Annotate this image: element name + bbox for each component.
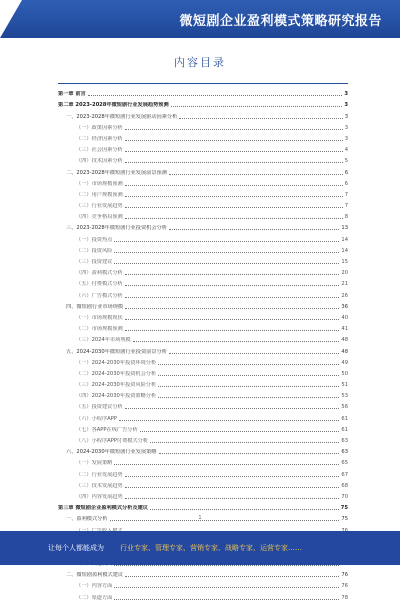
toc-entry-label: （四）内容发展趋势 — [76, 493, 123, 500]
toc-entry[interactable] — [58, 187, 348, 198]
toc-dot-leader — [125, 296, 340, 298]
toc-entry-page: 75 — [340, 505, 348, 512]
toc-entry[interactable] — [58, 265, 348, 276]
toc-entry-page: 21 — [341, 281, 348, 288]
toc-dot-leader — [125, 307, 339, 309]
toc-entry-label: 四、微短剧行业市场规模 — [66, 303, 124, 310]
toc-entry-page: 5 — [344, 158, 348, 165]
toc-entry-page: 4 — [344, 147, 348, 154]
toc-dot-leader — [158, 385, 339, 387]
toc-entry-label: （四）2024-2030年投资策略分析 — [76, 393, 157, 400]
toc-entry[interactable] — [58, 142, 348, 153]
toc-entry-label: （四）技术因素分析 — [76, 158, 123, 165]
toc-entry-label: （三）2024-2030年投资风险分析 — [76, 382, 157, 389]
toc-entry-label: （二）行业发展趋势 — [76, 471, 123, 478]
toc-top-rule — [58, 83, 348, 84]
toc-entry-page: 61 — [341, 415, 348, 422]
toc-dot-leader — [125, 497, 340, 499]
toc-dot-leader — [125, 273, 340, 275]
toc-dot-leader — [169, 228, 339, 230]
toc-entry[interactable] — [58, 489, 348, 500]
toc-dot-leader — [169, 173, 343, 175]
toc-dot-leader — [119, 419, 339, 421]
toc-entry[interactable] — [58, 108, 348, 119]
toc-entry-label: 第一章 前言 — [58, 91, 86, 98]
toc-entry-page: 41 — [341, 326, 348, 333]
toc-entry[interactable] — [58, 310, 348, 321]
toc-dot-leader — [125, 575, 339, 577]
toc-dot-leader — [150, 441, 339, 443]
toc-entry-page: 76 — [341, 572, 348, 579]
toc-entry-label: （一）2024-2030年投资环境分析 — [76, 359, 157, 366]
toc-entry[interactable] — [58, 176, 348, 187]
toc-entry-page: 50 — [341, 370, 348, 377]
toc-dot-leader — [114, 251, 339, 253]
toc-entry-page: 36 — [341, 303, 348, 310]
toc-entry-page: 63 — [341, 449, 348, 456]
toc-entry[interactable] — [58, 120, 348, 131]
toc-dot-leader — [125, 318, 340, 320]
toc-dot-leader — [125, 206, 343, 208]
toc-entry[interactable] — [58, 321, 348, 332]
toc-entry-label: 五、2024-2030年微短剧行业投资前景分析 — [66, 348, 167, 355]
toc-entry-label: （一）发展策略 — [76, 460, 113, 467]
toc-dot-leader — [125, 217, 343, 219]
toc-entry-label: （五）投资建议分析 — [76, 404, 123, 411]
toc-entry[interactable] — [58, 589, 348, 600]
toc-entry-label: （一）政策因素分析 — [76, 124, 123, 131]
toc-dot-leader — [125, 150, 343, 152]
toc-dot-leader — [158, 396, 339, 398]
toc-entry-label: （五）付费模式分析 — [76, 281, 123, 288]
toc-entry-label: （八）小程序APP付费模式分析 — [76, 438, 149, 444]
footer-slogan-lead: 让每个人都能成为 — [48, 544, 104, 552]
toc-entry-label: 一、盈利模式分析 — [66, 516, 108, 523]
toc-dot-leader — [125, 329, 340, 331]
toc-entry-page: 68 — [341, 482, 348, 489]
toc-dot-leader — [125, 486, 340, 488]
toc-entry-label: （三）行业发展趋势 — [76, 203, 123, 210]
toc-dot-leader — [169, 352, 339, 354]
toc-entry-page: 56 — [341, 404, 348, 411]
toc-entry-label: （四）盈利模式分析 — [76, 270, 123, 277]
toc-entry-label: 第三章 微短剧企业盈利模式分析及建议 — [58, 505, 148, 512]
toc-entry-label: （二）用户规模预测 — [76, 191, 123, 198]
toc-entry-page: 3 — [344, 102, 348, 109]
header-corner-shape — [0, 0, 22, 38]
toc-entry[interactable] — [58, 422, 348, 433]
toc-entry-page: 48 — [341, 337, 348, 344]
toc-dot-leader — [159, 452, 340, 454]
toc-entry-label: 一、2023-2028年微短剧行业发展驱动因素分析 — [66, 113, 178, 120]
toc-dot-leader — [125, 128, 343, 130]
toc-entry-page: 63 — [341, 438, 348, 444]
toc-entry[interactable] — [58, 466, 348, 477]
toc-dot-leader — [140, 430, 340, 432]
toc-entry[interactable] — [58, 444, 348, 455]
toc-entry-page: 3 — [344, 91, 348, 98]
toc-entry-page: 76 — [341, 583, 348, 590]
toc-entry[interactable] — [58, 343, 348, 354]
toc-entry[interactable] — [58, 433, 348, 444]
toc-entry-page: 3 — [344, 124, 348, 131]
toc-entry-page: 3 — [344, 135, 348, 142]
toc-heading: 内容目录 — [174, 56, 226, 69]
toc-entry[interactable] — [58, 578, 348, 589]
toc-entry-page: 65 — [341, 460, 348, 467]
toc-entry-label: （二）市场规模预测 — [76, 326, 123, 333]
page-number: 1 — [198, 515, 202, 521]
toc-dot-leader — [158, 374, 339, 376]
toc-dot-leader — [158, 363, 339, 365]
toc-entry-page: 13 — [341, 225, 348, 232]
toc-entry[interactable] — [58, 243, 348, 254]
footer-bar — [0, 531, 400, 565]
report-title: 微短剧企业盈利模式策略研究报告 — [179, 14, 382, 29]
toc-entry[interactable] — [58, 131, 348, 142]
toc-entry-page: 6 — [344, 180, 348, 187]
toc-entry-page: 15 — [341, 259, 348, 265]
toc-entry[interactable] — [58, 164, 348, 175]
toc-entry-label: 三、2023-2028年微短剧行业投资机会分析 — [66, 225, 167, 232]
toc-dot-leader — [125, 407, 340, 409]
toc-entry[interactable] — [58, 567, 348, 578]
toc-dot-leader — [114, 240, 339, 242]
toc-entry-label: （三）2024年市场规模 — [76, 337, 131, 344]
toc-entry[interactable] — [58, 231, 348, 242]
toc-entry[interactable] — [58, 332, 348, 343]
toc-dot-leader — [114, 586, 339, 588]
toc-dot-leader — [125, 161, 343, 163]
toc-entry[interactable] — [58, 254, 348, 265]
toc-entry-page: 67 — [341, 471, 348, 478]
toc-entry-label: （七）各APP在线广告分析 — [76, 426, 138, 433]
toc-entry-label: （三）技术发展趋势 — [76, 482, 123, 489]
toc-entry-page: 78 — [341, 594, 348, 601]
toc-entry[interactable] — [58, 455, 348, 466]
toc-entry-page: 61 — [341, 426, 348, 433]
toc-entry-page: 6 — [344, 169, 348, 176]
toc-entry-label: （六）小程序APP — [76, 415, 117, 422]
toc-entry-label: 第二章 2023-2028年微短剧行业发展趋势预测 — [58, 102, 169, 109]
toc-entry-page: 51 — [341, 382, 348, 389]
toc-entry-label: （一）内容方面 — [76, 583, 113, 590]
toc-dot-leader — [114, 598, 339, 600]
toc-entry[interactable] — [58, 366, 348, 377]
toc-entry-label: 六、2024-2030年微短剧行业发展策略 — [66, 449, 157, 456]
toc-entry[interactable] — [58, 299, 348, 310]
toc-entry-page: 26 — [341, 292, 348, 299]
table-of-contents — [58, 86, 348, 601]
toc-entry[interactable] — [58, 500, 348, 511]
toc-entry-page: 7 — [344, 191, 348, 198]
toc-entry[interactable] — [58, 97, 348, 108]
toc-entry-label: （二）2024-2030年投资机会分析 — [76, 370, 157, 377]
toc-dot-leader — [125, 184, 343, 186]
toc-entry-page: 8 — [344, 214, 348, 221]
toc-dot-leader — [171, 105, 343, 107]
toc-dot-leader — [125, 475, 340, 477]
toc-entry-label: （一）市场规模现状 — [76, 314, 123, 321]
toc-entry[interactable] — [58, 478, 348, 489]
toc-dot-leader — [88, 94, 343, 96]
toc-entry-label: （三）投资建议 — [76, 259, 113, 265]
toc-entry[interactable] — [58, 86, 348, 97]
toc-dot-leader — [125, 284, 340, 286]
toc-entry-page: 14 — [341, 247, 348, 254]
toc-entry[interactable] — [58, 287, 348, 298]
toc-entry[interactable] — [58, 198, 348, 209]
footer-slogan-roles: 行业专家、管理专家、营销专家、战略专家、运营专家…… — [120, 544, 302, 552]
toc-entry[interactable] — [58, 388, 348, 399]
toc-entry-label: （二）投资风险 — [76, 247, 113, 254]
toc-dot-leader — [114, 262, 339, 264]
toc-entry-label: （一）投资热点 — [76, 236, 113, 243]
toc-dot-leader — [150, 508, 339, 510]
toc-entry[interactable] — [58, 399, 348, 410]
toc-entry[interactable] — [58, 209, 348, 220]
toc-entry[interactable] — [58, 153, 348, 164]
toc-entry-label: （三）社会因素分析 — [76, 147, 123, 154]
toc-entry-page: 7 — [344, 203, 348, 210]
toc-entry-page: 3 — [344, 113, 348, 120]
toc-dot-leader — [125, 139, 343, 141]
toc-entry-page: 49 — [341, 359, 348, 366]
toc-entry-page: 53 — [341, 393, 348, 400]
toc-dot-leader — [179, 117, 342, 119]
toc-entry-page: 48 — [341, 348, 348, 355]
toc-dot-leader — [125, 195, 343, 197]
toc-entry-page: 14 — [341, 236, 348, 243]
toc-entry-page: 40 — [341, 314, 348, 321]
toc-entry-label: （六）广告模式分析 — [76, 292, 123, 299]
toc-entry-label: （二）渠道方面 — [76, 594, 113, 601]
header-bar — [0, 0, 400, 38]
toc-entry-label: 二、微短剧盈利模式建议 — [66, 572, 124, 579]
toc-entry[interactable] — [58, 220, 348, 231]
toc-entry[interactable] — [58, 377, 348, 388]
toc-entry-page: 75 — [341, 516, 348, 523]
toc-entry[interactable] — [58, 355, 348, 366]
toc-entry-label: （四）竞争格局预测 — [76, 214, 123, 221]
toc-entry-label: （二）经济因素分析 — [76, 135, 123, 142]
toc-entry-page: 70 — [341, 493, 348, 500]
toc-entry[interactable] — [58, 276, 348, 287]
toc-entry-label: （一）市场规模预测 — [76, 180, 123, 187]
toc-entry-page: 20 — [341, 270, 348, 277]
toc-entry[interactable] — [58, 410, 348, 421]
toc-dot-leader — [114, 463, 339, 465]
toc-dot-leader — [133, 340, 340, 342]
toc-entry-label: 二、2023-2028年微短剧行业发展前景预测 — [66, 169, 167, 176]
